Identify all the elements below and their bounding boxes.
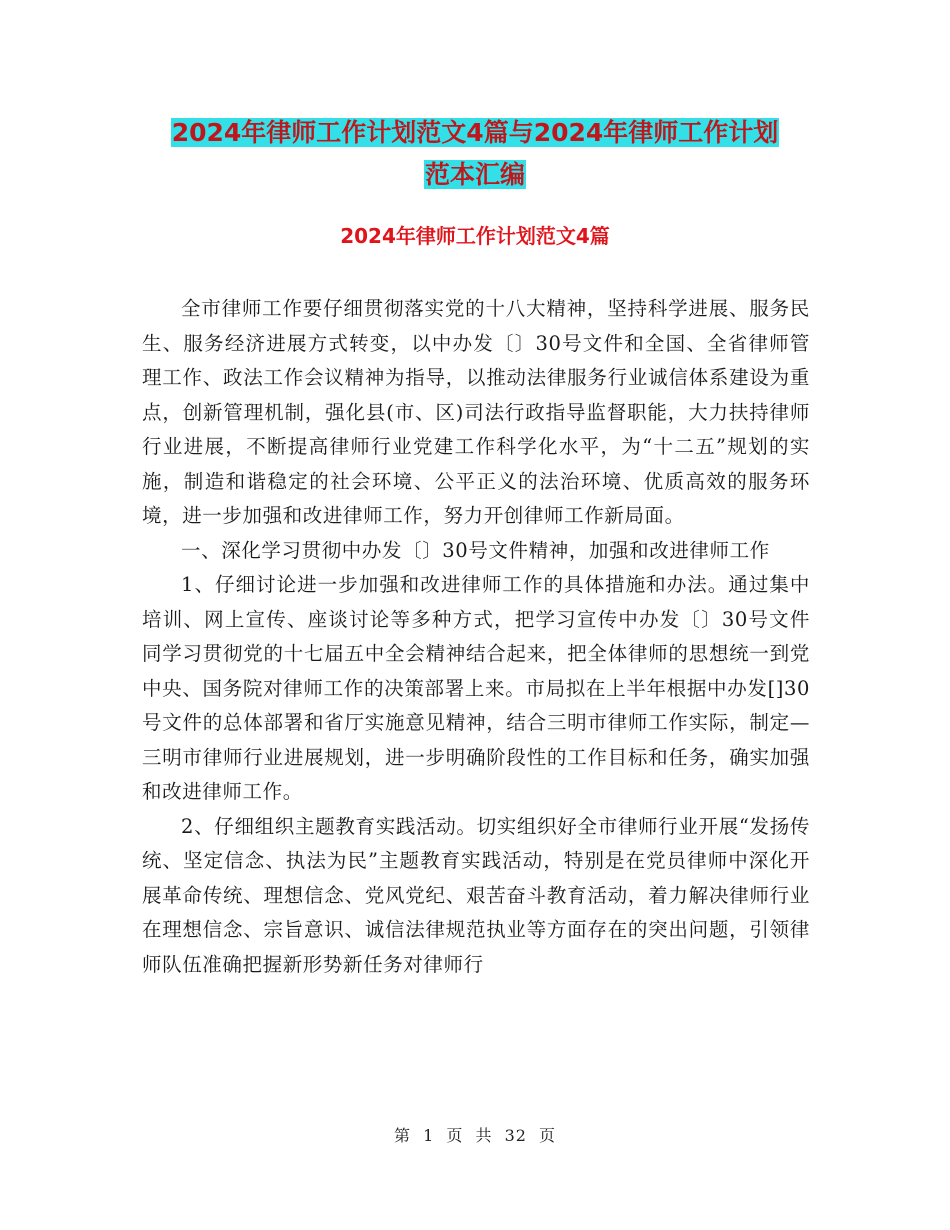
paragraph-intro: 全市律师工作要仔细贯彻落实党的十八大精神，坚持科学进展、服务民生、服务经济进展方式转变，以中办发〔〕30号文件和全国、全省律师管理工作、政法工作会议精神为指导，以推动法律服务行业诚信体系建设为重点，创新管理机制，强化县(市、区)司法行政指导监督职能，大力扶持律师行业进展，不断提高律师行业党建工作科学化水平，为“十二五”规划的实施，制造和谐稳定的社会环境、公平正义的法治环境、优质高效的服务环境，进一步加强和改进律师工作，努力开创律师工作新局面。 <box>142 297 810 527</box>
footer-total-word: 共 <box>475 1126 493 1145</box>
title-line-2: 范本汇编 <box>424 160 525 189</box>
paragraph-heading-1: 一、深化学习贯彻中办发〔〕30号文件精神，加强和改进律师工作 <box>181 538 770 562</box>
footer-page-word: 页 <box>446 1126 464 1145</box>
body-text <box>142 292 810 982</box>
title-line-1: 2024年律师工作计划范文4篇与2024年律师工作计划 <box>171 118 779 147</box>
page-footer <box>0 1124 950 1148</box>
footer-prefix: 第 <box>393 1126 411 1145</box>
footer-current-page: 1 <box>423 1126 435 1145</box>
footer-total-pages: 32 <box>504 1126 527 1145</box>
document-title <box>0 112 950 196</box>
paragraph-item-1: 1、仔细讨论进一步加强和改进律师工作的具体措施和办法。通过集中培训、网上宣传、座谈讨论等多种方式，把学习宣传中办发〔〕30号文件同学习贯彻党的十七届五中全会精神结合起来，把全体律师的思想统一到党中央、国务院对律师工作的决策部署上来。市局拟在上半年根据中办发[]30号文件的总体部署和省厅实施意见精神，结合三明市律师工作实际，制定—三明市律师行业进展规划，进一步明确阶段性的工作目标和任务，确实加强和改进律师工作。 <box>142 573 810 803</box>
section-title: 2024年律师工作计划范文4篇 <box>340 224 610 248</box>
footer-suffix: 页 <box>539 1126 557 1145</box>
paragraph-item-2: 2、仔细组织主题教育实践活动。切实组织好全市律师行业开展“发扬传统、坚定信念、执法为民”主题教育实践活动，特别是在党员律师中深化开展革命传统、理想信念、党风党纪、艰苦奋斗教育活动，着力解决律师行业在理想信念、宗旨意识、诚信法律规范执业等方面存在的突出问题，引领律师队伍准确把握新形势新任务对律师行 <box>142 814 810 976</box>
